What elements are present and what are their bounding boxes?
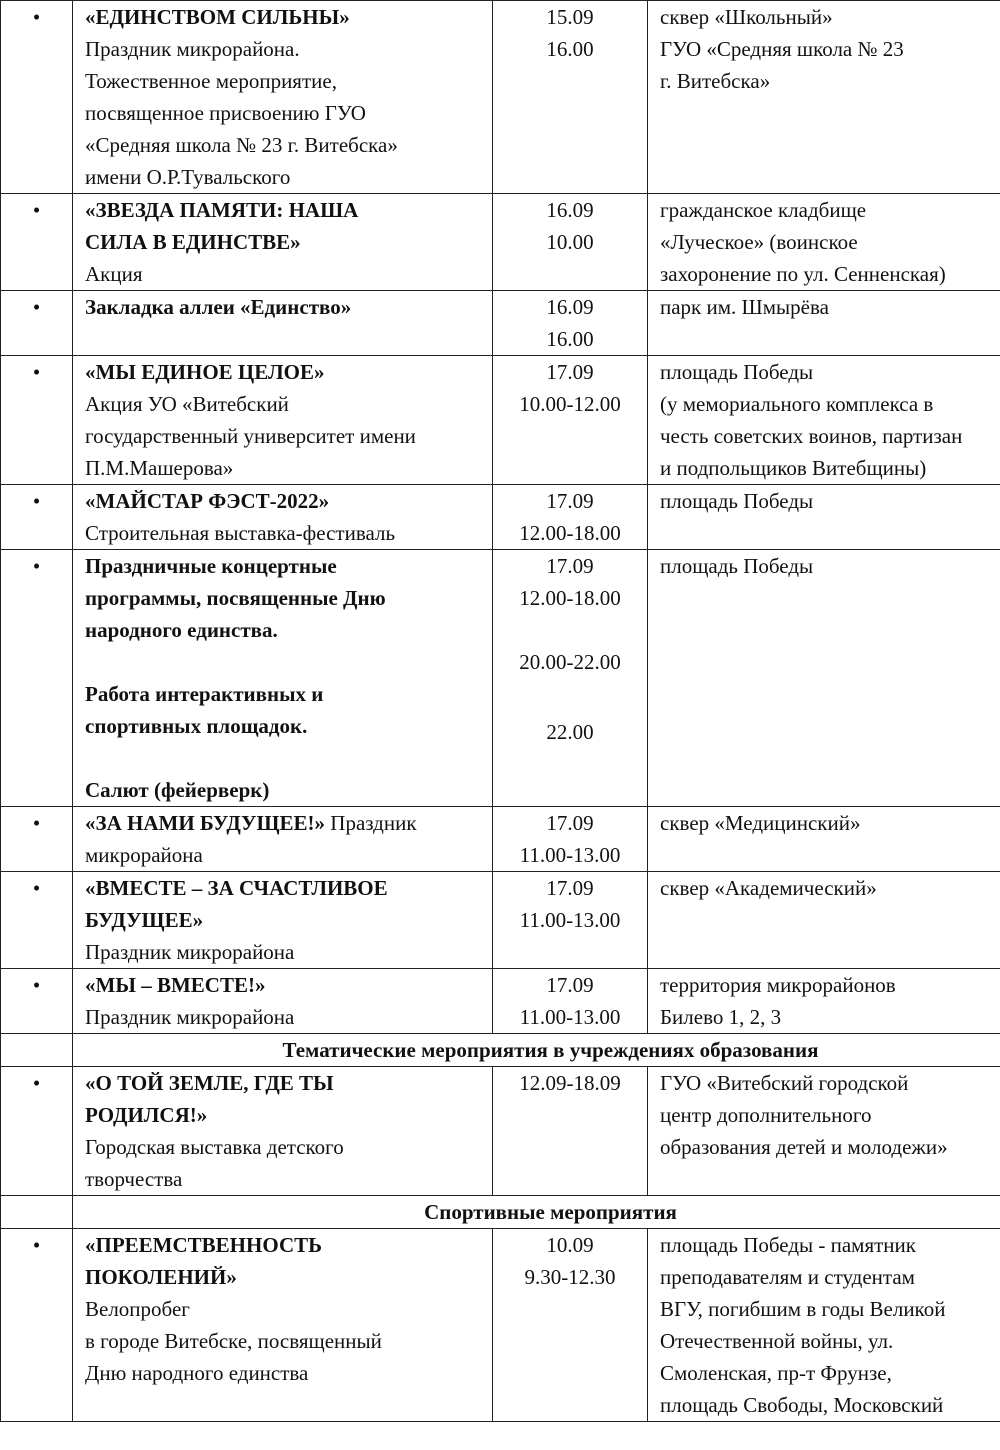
event-desc-line: Акция	[85, 262, 143, 286]
event-date: 17.09	[546, 360, 594, 384]
event-title: спортивных площадок.	[85, 714, 308, 738]
event-cell	[73, 291, 493, 356]
place-line: Билево 1, 2, 3	[660, 1005, 782, 1029]
place-line: захоронение по ул. Сенненская)	[660, 262, 946, 286]
event-cell	[73, 872, 493, 969]
event-title: СИЛА В ЕДИНСТВЕ»	[85, 230, 301, 254]
event-desc-line: Акция УО «Витебский	[85, 392, 289, 416]
event-title: «О ТОЙ ЗЕМЛЕ, ГДЕ ТЫ	[85, 1071, 334, 1095]
bullet-icon: •	[32, 1071, 41, 1095]
event-cell	[73, 1067, 493, 1196]
place-cell	[648, 969, 1000, 1034]
date-cell	[493, 807, 648, 872]
place-cell	[648, 194, 1000, 291]
place-line: ГУО «Витебский городской	[660, 1071, 909, 1095]
event-date: 17.09	[546, 876, 594, 900]
table-row	[1, 356, 1000, 485]
event-desc-line: государственный университет имени	[85, 424, 416, 448]
event-title: РОДИЛСЯ!»	[85, 1103, 208, 1127]
event-time: 9.30-12.30	[524, 1265, 616, 1289]
event-title: «ПРЕЕМСТВЕННОСТЬ	[85, 1233, 322, 1257]
date-cell	[493, 872, 648, 969]
place-cell	[648, 356, 1000, 485]
event-desc-line: микрорайона	[85, 843, 203, 867]
place-line: честь советских воинов, партизан	[660, 424, 963, 448]
place-cell	[648, 291, 1000, 356]
event-date: 16.09	[546, 295, 594, 319]
bullet-cell	[1, 194, 73, 291]
event-title: «ЗВЕЗДА ПАМЯТИ: НАША	[85, 198, 359, 222]
bullet-icon: •	[32, 973, 41, 997]
event-cell	[73, 356, 493, 485]
place-line: площадь Свободы, Московский	[660, 1393, 944, 1417]
event-cell	[73, 485, 493, 550]
place-cell	[648, 550, 1000, 807]
place-cell	[648, 1, 1000, 194]
place-cell	[648, 485, 1000, 550]
table-row	[1, 969, 1000, 1034]
event-desc-inline: Праздник	[325, 811, 417, 835]
event-desc-line: Городская выставка детского	[85, 1135, 344, 1159]
spacer	[85, 742, 492, 774]
event-date: 17.09	[546, 973, 594, 997]
event-date: 16.09	[546, 198, 594, 222]
bullet-icon: •	[32, 198, 41, 222]
event-desc-line: имени О.Р.Тувальского	[85, 165, 291, 189]
event-title: «МЫ ЕДИНОЕ ЦЕЛОЕ»	[85, 360, 325, 384]
place-line: и подпольщиков Витебщины)	[660, 456, 927, 480]
event-title: ПОКОЛЕНИЙ»	[85, 1265, 237, 1289]
event-time: 11.00-13.00	[519, 1005, 621, 1029]
event-desc-line: Тожественное мероприятие,	[85, 69, 337, 93]
section-row	[1, 1034, 1000, 1067]
event-cell	[73, 194, 493, 291]
event-desc-line: «Средняя школа № 23 г. Витебска»	[85, 133, 398, 157]
event-cell	[73, 1229, 493, 1422]
event-desc-line: посвященное присвоению ГУО	[85, 101, 366, 125]
section-heading: Тематические мероприятия в учреждениях образования	[73, 1034, 1000, 1067]
bullet-icon: •	[32, 489, 41, 513]
event-desc-line: Праздник микрорайона	[85, 940, 295, 964]
event-desc-line: в городе Витебске, посвященный	[85, 1329, 382, 1353]
table-row	[1, 1067, 1000, 1196]
event-time: 22.00	[546, 720, 594, 744]
event-desc-line: Дню народного единства	[85, 1361, 309, 1385]
bullet-cell-empty	[1, 1196, 73, 1229]
table-row	[1, 1229, 1000, 1422]
place-line: сквер «Академический»	[660, 876, 877, 900]
bullet-icon: •	[32, 876, 41, 900]
section-row	[1, 1196, 1000, 1229]
event-cell	[73, 969, 493, 1034]
date-cell	[493, 485, 648, 550]
event-title: народного единства.	[85, 618, 278, 642]
table-row	[1, 1, 1000, 194]
date-cell	[493, 1229, 648, 1422]
table-row	[1, 872, 1000, 969]
bullet-cell	[1, 356, 73, 485]
table-row	[1, 291, 1000, 356]
event-time: 11.00-13.00	[519, 843, 621, 867]
place-line: площадь Победы	[660, 554, 814, 578]
bullet-cell	[1, 1229, 73, 1422]
place-line: площадь Победы	[660, 360, 814, 384]
place-line: площадь Победы - памятник	[660, 1233, 916, 1257]
event-desc-line: творчества	[85, 1167, 183, 1191]
spacer	[493, 684, 647, 716]
event-title: БУДУЩЕЕ»	[85, 908, 204, 932]
event-time: 12.00-18.00	[519, 586, 621, 610]
spacer	[493, 614, 647, 646]
place-line: «Луческое» (воинское	[660, 230, 858, 254]
bullet-icon: •	[32, 5, 41, 29]
bullet-cell	[1, 1067, 73, 1196]
place-line: гражданское кладбище	[660, 198, 867, 222]
table-row	[1, 485, 1000, 550]
event-desc-line: Велопробег	[85, 1297, 190, 1321]
event-time: 16.00	[546, 327, 594, 351]
place-cell	[648, 1067, 1000, 1196]
bullet-cell	[1, 969, 73, 1034]
place-line: площадь Победы	[660, 489, 814, 513]
event-title: «ЕДИНСТВОМ СИЛЬНЫ»	[85, 5, 350, 29]
bullet-icon: •	[32, 360, 41, 384]
place-line: Отечественной войны, ул.	[660, 1329, 894, 1353]
place-line: сквер «Медицинский»	[660, 811, 861, 835]
date-cell	[493, 194, 648, 291]
place-line: Смоленская, пр-т Фрунзе,	[660, 1361, 892, 1385]
event-date: 12.09-18.09	[519, 1071, 621, 1095]
place-line: территория микрорайонов	[660, 973, 896, 997]
event-date: 17.09	[546, 554, 594, 578]
event-desc-line: П.М.Машерова»	[85, 456, 234, 480]
event-time: 20.00-22.00	[519, 650, 621, 674]
event-cell	[73, 1, 493, 194]
bullet-cell	[1, 872, 73, 969]
place-line: парк им. Шмырёва	[660, 295, 829, 319]
event-time: 10.00-12.00	[519, 392, 621, 416]
table-row	[1, 807, 1000, 872]
event-title: Салют (фейерверк)	[85, 778, 270, 802]
event-title-line	[85, 807, 492, 839]
event-time: 12.00-18.00	[519, 521, 621, 545]
event-date: 17.09	[546, 489, 594, 513]
bullet-icon: •	[32, 1233, 41, 1257]
place-line: центр дополнительного	[660, 1103, 872, 1127]
bullet-icon: •	[32, 554, 41, 578]
bullet-cell	[1, 1, 73, 194]
date-cell	[493, 550, 648, 807]
place-line: ГУО «Средняя школа № 23	[660, 37, 904, 61]
event-title: «ЗА НАМИ БУДУЩЕЕ!»	[85, 811, 326, 835]
place-line: ВГУ, погибшим в годы Великой	[660, 1297, 946, 1321]
place-cell	[648, 872, 1000, 969]
event-date: 17.09	[546, 811, 594, 835]
event-time: 10.00	[546, 230, 594, 254]
event-cell	[73, 807, 493, 872]
event-time: 16.00	[546, 37, 594, 61]
event-desc-line: Строительная выставка-фестиваль	[85, 521, 396, 545]
date-cell	[493, 1, 648, 194]
place-line: сквер «Школьный»	[660, 5, 833, 29]
event-desc-line: Праздник микрорайона.	[85, 37, 300, 61]
event-desc-line: Праздник микрорайона	[85, 1005, 295, 1029]
date-cell	[493, 291, 648, 356]
table-row	[1, 550, 1000, 807]
spacer	[85, 646, 492, 678]
event-date: 15.09	[546, 5, 594, 29]
bullet-cell-empty	[1, 1034, 73, 1067]
event-title: программы, посвященные Дню	[85, 586, 386, 610]
event-title: Закладка аллеи «Единство»	[85, 295, 352, 319]
event-title: «МЫ – ВМЕСТЕ!»	[85, 973, 266, 997]
event-title: «МАЙСТАР ФЭСТ-2022»	[85, 489, 330, 513]
bullet-cell	[1, 291, 73, 356]
place-line: преподавателям и студентам	[660, 1265, 915, 1289]
bullet-cell	[1, 807, 73, 872]
bullet-cell	[1, 550, 73, 807]
date-cell	[493, 969, 648, 1034]
place-line: г. Витебска»	[660, 69, 771, 93]
place-line: (у мемориального комплекса в	[660, 392, 934, 416]
event-time: 11.00-13.00	[519, 908, 621, 932]
place-cell	[648, 1229, 1000, 1422]
bullet-cell	[1, 485, 73, 550]
event-title: Праздничные концертные	[85, 554, 337, 578]
event-date: 10.09	[546, 1233, 594, 1257]
event-title: Работа интерактивных и	[85, 682, 324, 706]
date-cell	[493, 356, 648, 485]
section-heading: Спортивные мероприятия	[73, 1196, 1000, 1229]
date-cell	[493, 1067, 648, 1196]
place-line: образования детей и молодежи»	[660, 1135, 948, 1159]
table-row	[1, 194, 1000, 291]
bullet-icon: •	[32, 295, 41, 319]
bullet-icon: •	[32, 811, 41, 835]
place-cell	[648, 807, 1000, 872]
event-title: «ВМЕСТЕ – ЗА СЧАСТЛИВОЕ	[85, 876, 388, 900]
event-cell	[73, 550, 493, 807]
